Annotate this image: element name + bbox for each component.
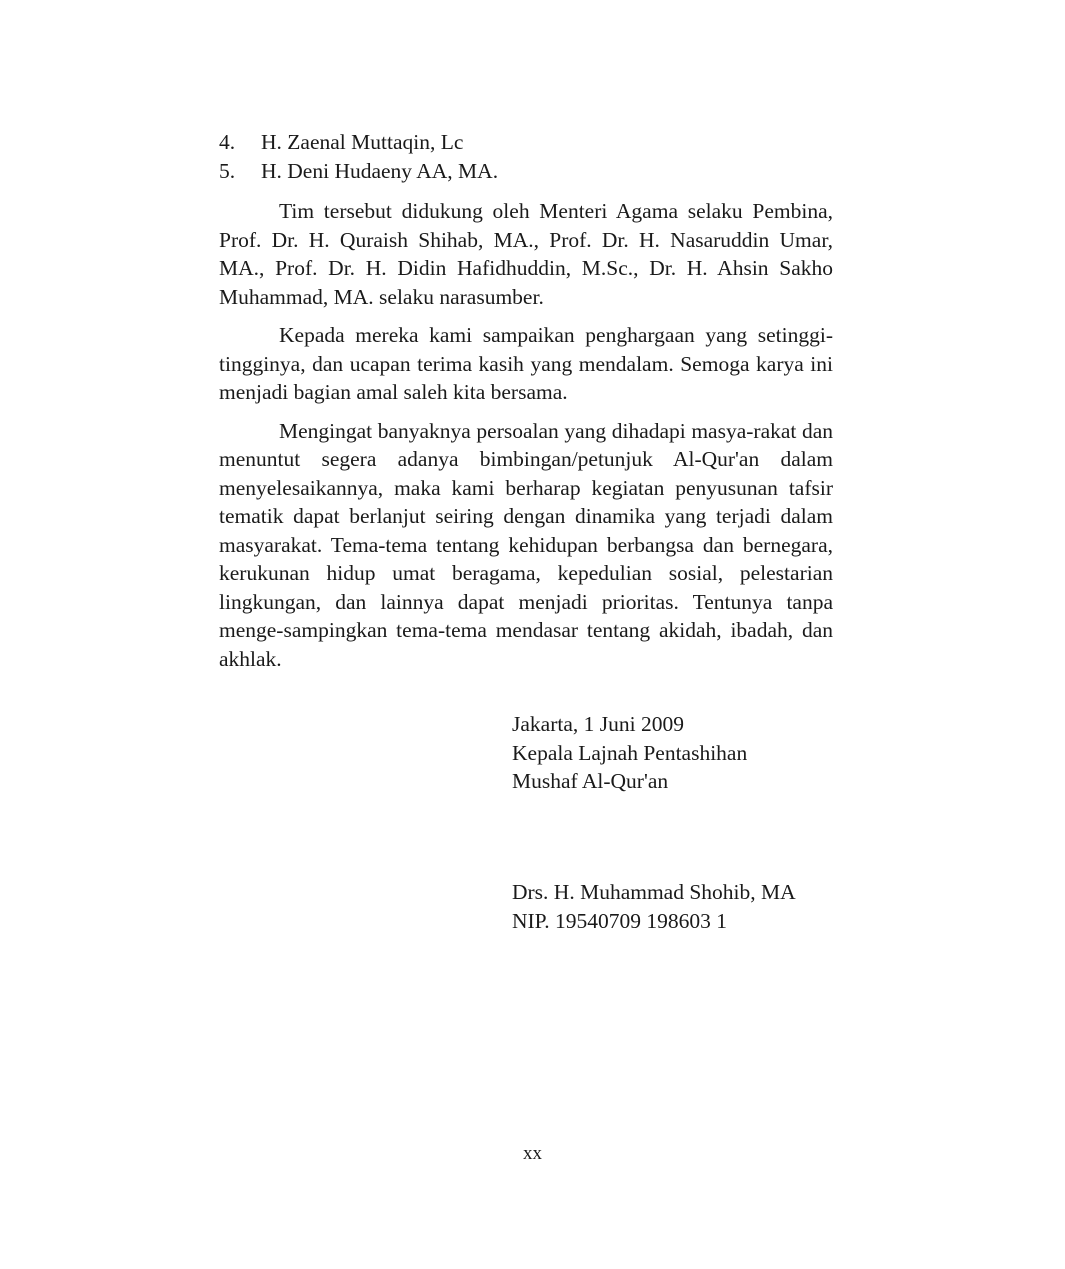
page-number: xx [523, 1143, 542, 1164]
list-item [219, 128, 833, 157]
paragraph-hope: Mengingat banyaknya persoalan yang dihadapi masya-rakat dan menuntut segera adanya bimbingan/petunjuk Al-Qur'an dalam menyelesaikannya, maka kami berharap kegiatan penyusunan tafsir tematik dapat berlanjut seiring dengan dinamika yang terjadi dalam masyarakat. Tema-tema tentang kehidupan berbangsa dan bernegara, kerukunan hidup umat beragama, kepedulian sosial, pelestarian lingkungan, dan lainnya dapat menjadi prioritas. Tentunya tanpa menge-sampingkan tema-tema mendasar tentang akidah, ibadah, dan akhlak. [219, 418, 833, 671]
position-title: Kepala Lajnah Pentashihan [512, 740, 748, 765]
signer-nip: NIP. 19540709 198603 1 [512, 908, 728, 933]
list-number: 5. [219, 158, 236, 183]
position-title-continued: Mushaf Al-Qur'an [512, 769, 669, 793]
paragraph-support: Tim tersebut didukung oleh Menteri Agama selaku Pembina, Prof. Dr. H. Quraish Shihab, MA., Prof. Dr. H. Nasaruddin Umar, MA., Prof. Dr. H. Didin Hafidhuddin, M.Sc., Dr. H. Ahsin Sakho Muhammad, MA. selaku narasumber. [219, 199, 833, 309]
paragraph-gratitude: Kepada mereka kami sampaikan penghargaan yang setinggi-tingginya, dan ucapan terima kasih yang mendalam. Semoga karya ini menjadi bagian amal saleh kita bersama. [219, 323, 833, 404]
team-member-list [219, 128, 833, 185]
list-text: H. Deni Hudaeny AA, MA. [261, 158, 499, 183]
body-text [219, 128, 833, 673]
list-text: H. Zaenal Muttaqin, Lc [261, 130, 464, 154]
signer-name: Drs. H. Muhammad Shohib, MA [512, 880, 796, 904]
list-number: 4. [219, 130, 236, 154]
signature-block [512, 710, 842, 796]
place-date: Jakarta, 1 Juni 2009 [512, 712, 684, 736]
list-item [219, 157, 833, 186]
signer-block [512, 878, 842, 935]
